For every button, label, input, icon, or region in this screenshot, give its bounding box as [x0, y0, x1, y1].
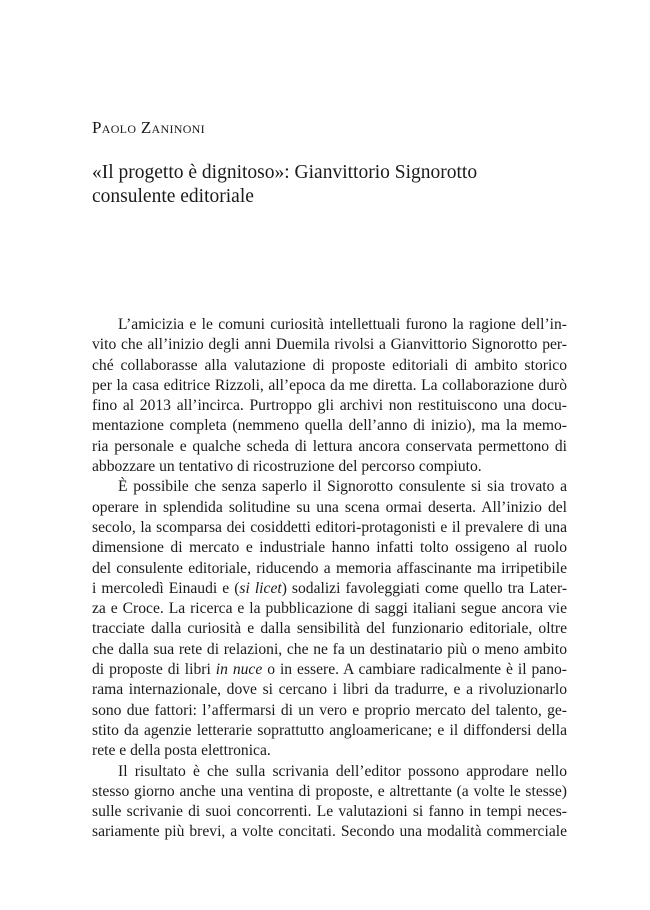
author-name: Paolo Zaninoni — [92, 118, 205, 137]
paragraph — [92, 762, 567, 843]
text-line: stesso giorno anche una ventina di proposte, e altrettante (a volte le stesse) — [92, 782, 567, 800]
text-line: ria personale e qualche scheda di lettura ancora conservata permettono di — [92, 437, 567, 455]
article-title — [92, 161, 562, 209]
text-line: per la casa editrice Rizzoli, all’epoca da me diretta. La collaborazione durò — [92, 376, 567, 394]
paragraph — [92, 315, 567, 477]
text-line: È possibile che senza saperlo il Signorotto consulente si sia trovato a — [118, 478, 567, 496]
article-body — [92, 315, 567, 843]
text-line: operare in splendida solitudine su una scena ormai deserta. All’inizio del — [92, 498, 567, 516]
title-line: «Il progetto è dignitoso»: Gianvittorio Signorotto — [92, 162, 478, 183]
title-line: consulente editoriale — [92, 186, 254, 207]
text-line: tracciate dalla curiosità e dalla sensibilità del funzionario editoriale, oltre — [92, 620, 567, 638]
text-line: za e Croce. La ricerca e la pubblicazione di saggi italiani segue ancora vie — [92, 600, 567, 618]
text-line: rete e della posta elettronica. — [92, 742, 271, 760]
text-line: dimensione di mercato e industriale hanno infatti tolto ossigeno al ruolo — [92, 539, 567, 557]
text-line: L’amicizia e le comuni curiosità intellettuali furono la ragione dell’in- — [118, 316, 567, 333]
text-line: rama internazionale, dove si cercano i libri da tradurre, e a rivoluzionarlo — [92, 681, 567, 699]
text-line: sulle scrivanie di suoi concorrenti. Le valutazioni si fanno in tempi neces- — [92, 803, 567, 821]
text-line: i mercoledì Einaudi e (si licet) sodalizi favoleggiati come quello tra Later- — [92, 579, 568, 597]
text-line: stito da agenzie letterarie soprattutto angloamericane; e il diffondersi della — [92, 721, 567, 739]
text-line: di proposte di libri in nuce o in essere. A cambiare radicalmente è il pano- — [92, 661, 567, 679]
text-line: sono due fattori: l’affermarsi di un vero e proprio mercato del talento, ge- — [92, 701, 567, 719]
text-line: mentazione completa (nemmeno quella dell’anno di inizio), ma la memo- — [92, 417, 567, 435]
text-line: del consulente editoriale, riducendo a memoria affascinante ma irripetibile — [92, 559, 567, 577]
text-line: abbozzare un tentativo di ricostruzione del percorso compiuto. — [92, 458, 482, 476]
text-line: Il risultato è che sulla scrivania dell’editor possono approdare nello — [118, 762, 567, 780]
text-line: vito che all’inizio degli anni Duemila rivolsi a Gianvittorio Signorotto per- — [92, 336, 567, 354]
text-line: fino al 2013 all’incirca. Purtroppo gli archivi non restituiscono una docu- — [92, 397, 567, 415]
text-line: ché collaborasse alla valutazione di proposte editoriali di ambito storico — [92, 356, 567, 374]
text-line: sariamente più brevi, a volte concitati. Secondo una modalità commerciale — [92, 823, 567, 841]
paragraph — [92, 477, 567, 761]
text-line: che dalla sua rete di relazioni, che ne fa un destinatario più o meno ambito — [92, 640, 567, 658]
text-line: secolo, la scomparsa dei cosiddetti editori-protagonisti e il prevalere di una — [92, 518, 567, 536]
